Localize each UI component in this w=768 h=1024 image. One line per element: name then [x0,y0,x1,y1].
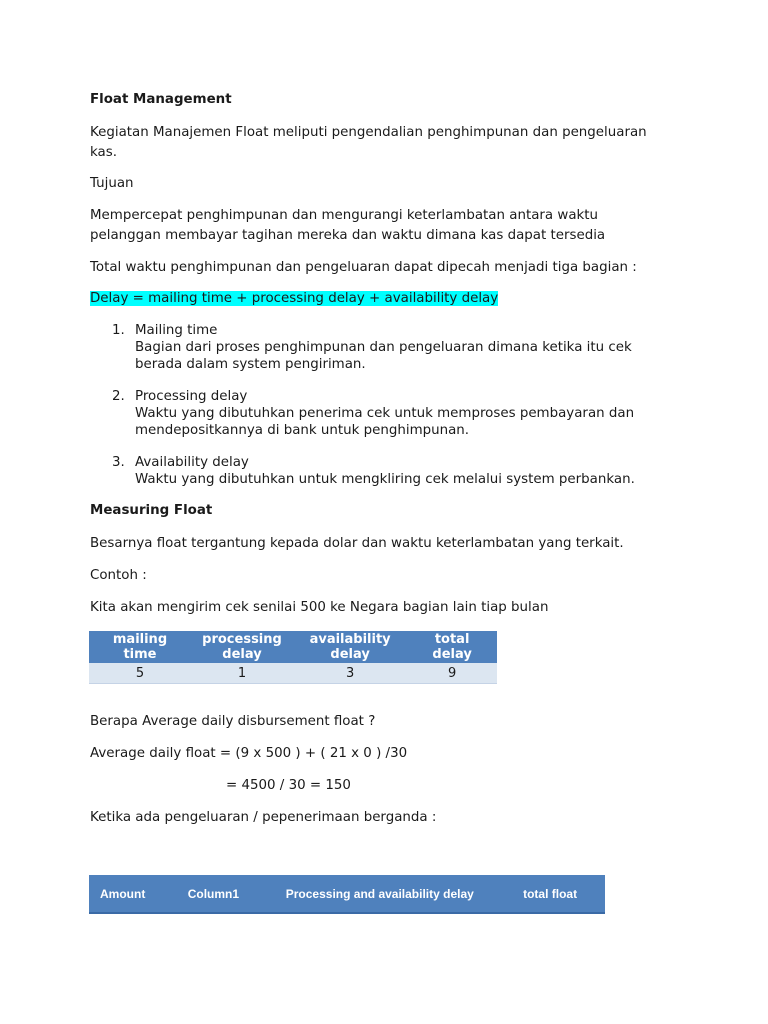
header-total-delay [407,631,497,663]
cell-total-delay: 9 [407,663,497,684]
tujuan-line-1: Mempercepat penghimpunan dan mengurangi keterlambatan antara waktu [90,208,599,223]
list-number: 2. [112,389,125,404]
header-total-float: total float [512,875,605,913]
header-column1: Column1 [177,875,275,913]
multiple-text: Ketika ada pengeluaran / pepenerimaan berganda : [90,810,437,825]
header-line: delay [330,647,370,662]
question-text: Berapa Average daily disbursement float ? [90,714,376,729]
total-text: Total waktu penghimpunan dan pengeluaran dapat dipecah menjadi tiga bagian : [90,260,637,275]
header-line: processing [202,632,282,647]
cell-availability-delay: 3 [293,663,407,684]
example-text: Kita akan mengirim cek senilai 500 ke Negara bagian lain tiap bulan [90,600,549,615]
list-item [90,454,690,490]
list-line: Bagian dari proses penghimpunan dan pengeluaran dimana ketika itu cek [135,340,632,355]
header-line: delay [432,647,472,662]
cell-mailing-time: 5 [89,663,191,684]
formula-line [90,289,498,309]
header-line: mailing [112,632,168,647]
list-line: Waktu yang dibutuhkan penerima cek untuk memproses pembayaran dan [135,406,635,421]
table-row [89,663,497,684]
header-processing-availability-delay: Processing and availability delay [275,875,512,913]
measuring-heading: Measuring Float [90,503,213,518]
header-mailing-time [89,631,191,663]
header-line: time [123,647,157,662]
list-number: 1. [112,323,125,338]
table-header-row [89,875,605,913]
header-availability-delay [293,631,407,663]
intro-line-1: Kegiatan Manajemen Float meliputi pengendalian penghimpunan dan pengeluaran [90,125,647,140]
page-title: Float Management [90,92,232,107]
header-line: delay [222,647,262,662]
calc-line-2: = 4500 / 30 = 150 [226,778,351,793]
header-line: availability [309,632,391,647]
header-amount: Amount [89,875,177,913]
table-header-row [89,631,497,663]
list-title: Processing delay [135,389,248,404]
calc-line-1: Average daily float = (9 x 500 ) + ( 21 x 0 ) /30 [90,746,408,761]
cell-processing-delay: 1 [191,663,293,684]
header-processing-delay [191,631,293,663]
delay-table [89,631,497,684]
contoh-label: Contoh : [90,568,147,583]
list-line: berada dalam system pengiriman. [135,357,366,372]
list-line: Waktu yang dibutuhkan untuk mengkliring cek melalui system perbankan. [135,472,635,487]
float-table [89,875,605,914]
formula-highlight: Delay = mailing time + processing delay + availability delay [90,291,499,306]
list-body [135,454,635,488]
list-title: Mailing time [135,323,218,338]
measuring-text: Besarnya float tergantung kepada dolar dan waktu keterlambatan yang terkait. [90,536,624,551]
list-number: 3. [112,455,125,470]
list-body [135,388,634,439]
list-line: mendepositkannya di bank untuk penghimpunan. [135,423,470,438]
tujuan-label: Tujuan [90,176,134,191]
list-item [90,322,690,374]
list-body [135,322,632,373]
intro-line-2: kas. [90,145,117,160]
header-line: total [434,632,470,647]
tujuan-line-2: pelanggan membayar tagihan mereka dan waktu dimana kas dapat tersedia [90,228,606,243]
list-item [90,388,690,440]
list-title: Availability delay [135,455,249,470]
